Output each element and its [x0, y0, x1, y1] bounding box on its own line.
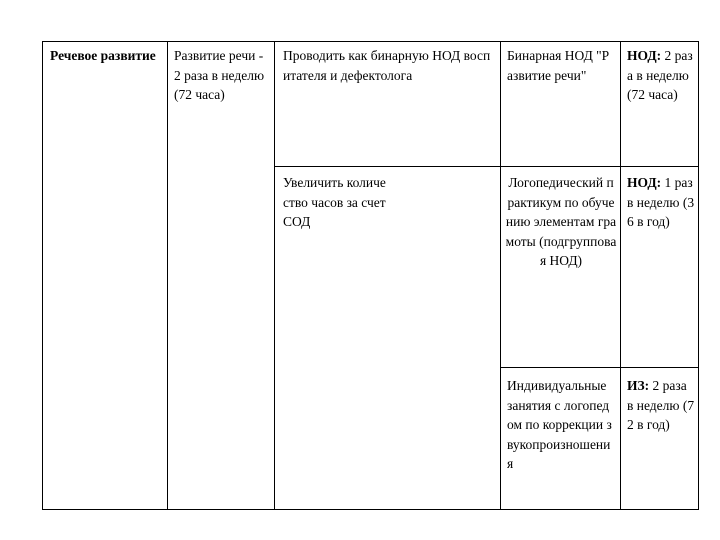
- col-divider-3: [500, 41, 501, 510]
- col-divider-1: [167, 41, 168, 510]
- row-divider-2: [500, 367, 699, 368]
- row-divider-1: [274, 166, 699, 167]
- method-cell-2: Увеличить количество часов за счет СОД: [283, 175, 386, 229]
- area-cell: Речевое развитие: [50, 48, 156, 63]
- area-description-cell: Развитие речи - 2 раза в неделю (72 часа): [174, 48, 265, 102]
- frequency-value: 2 раза в неделю (72 часа): [627, 48, 693, 102]
- frequency-value: 1 раз в неделю (36 в год): [627, 175, 695, 229]
- table-border-top: [42, 41, 699, 42]
- frequency-label: НОД:: [627, 48, 662, 63]
- activity-cell-3: Индивидуальные занятия с логопедом по коррекции звукопроизношения: [507, 378, 612, 471]
- frequency-cell-1: [627, 46, 695, 105]
- activity-cell-1: Бинарная НОД "Развитие речи": [507, 48, 610, 83]
- table-border-right: [698, 41, 699, 510]
- col-divider-2: [274, 41, 275, 510]
- activity-cell-2: Логопедический практикум по обучению элементам грамоты (подгрупповая НОД): [505, 175, 617, 268]
- frequency-label: НОД:: [627, 175, 662, 190]
- frequency-label: ИЗ:: [627, 378, 650, 393]
- frequency-cell-2: [627, 173, 695, 232]
- frequency-cell-3: [627, 376, 695, 435]
- frequency-value: 2 раза в неделю (72 в год): [627, 378, 695, 432]
- method-cell-1: Проводить как бинарную НОД воспитателя и дефектолога: [283, 48, 491, 83]
- table-border-bottom: [42, 509, 699, 510]
- col-divider-4: [620, 41, 621, 510]
- table-border-left: [42, 41, 43, 510]
